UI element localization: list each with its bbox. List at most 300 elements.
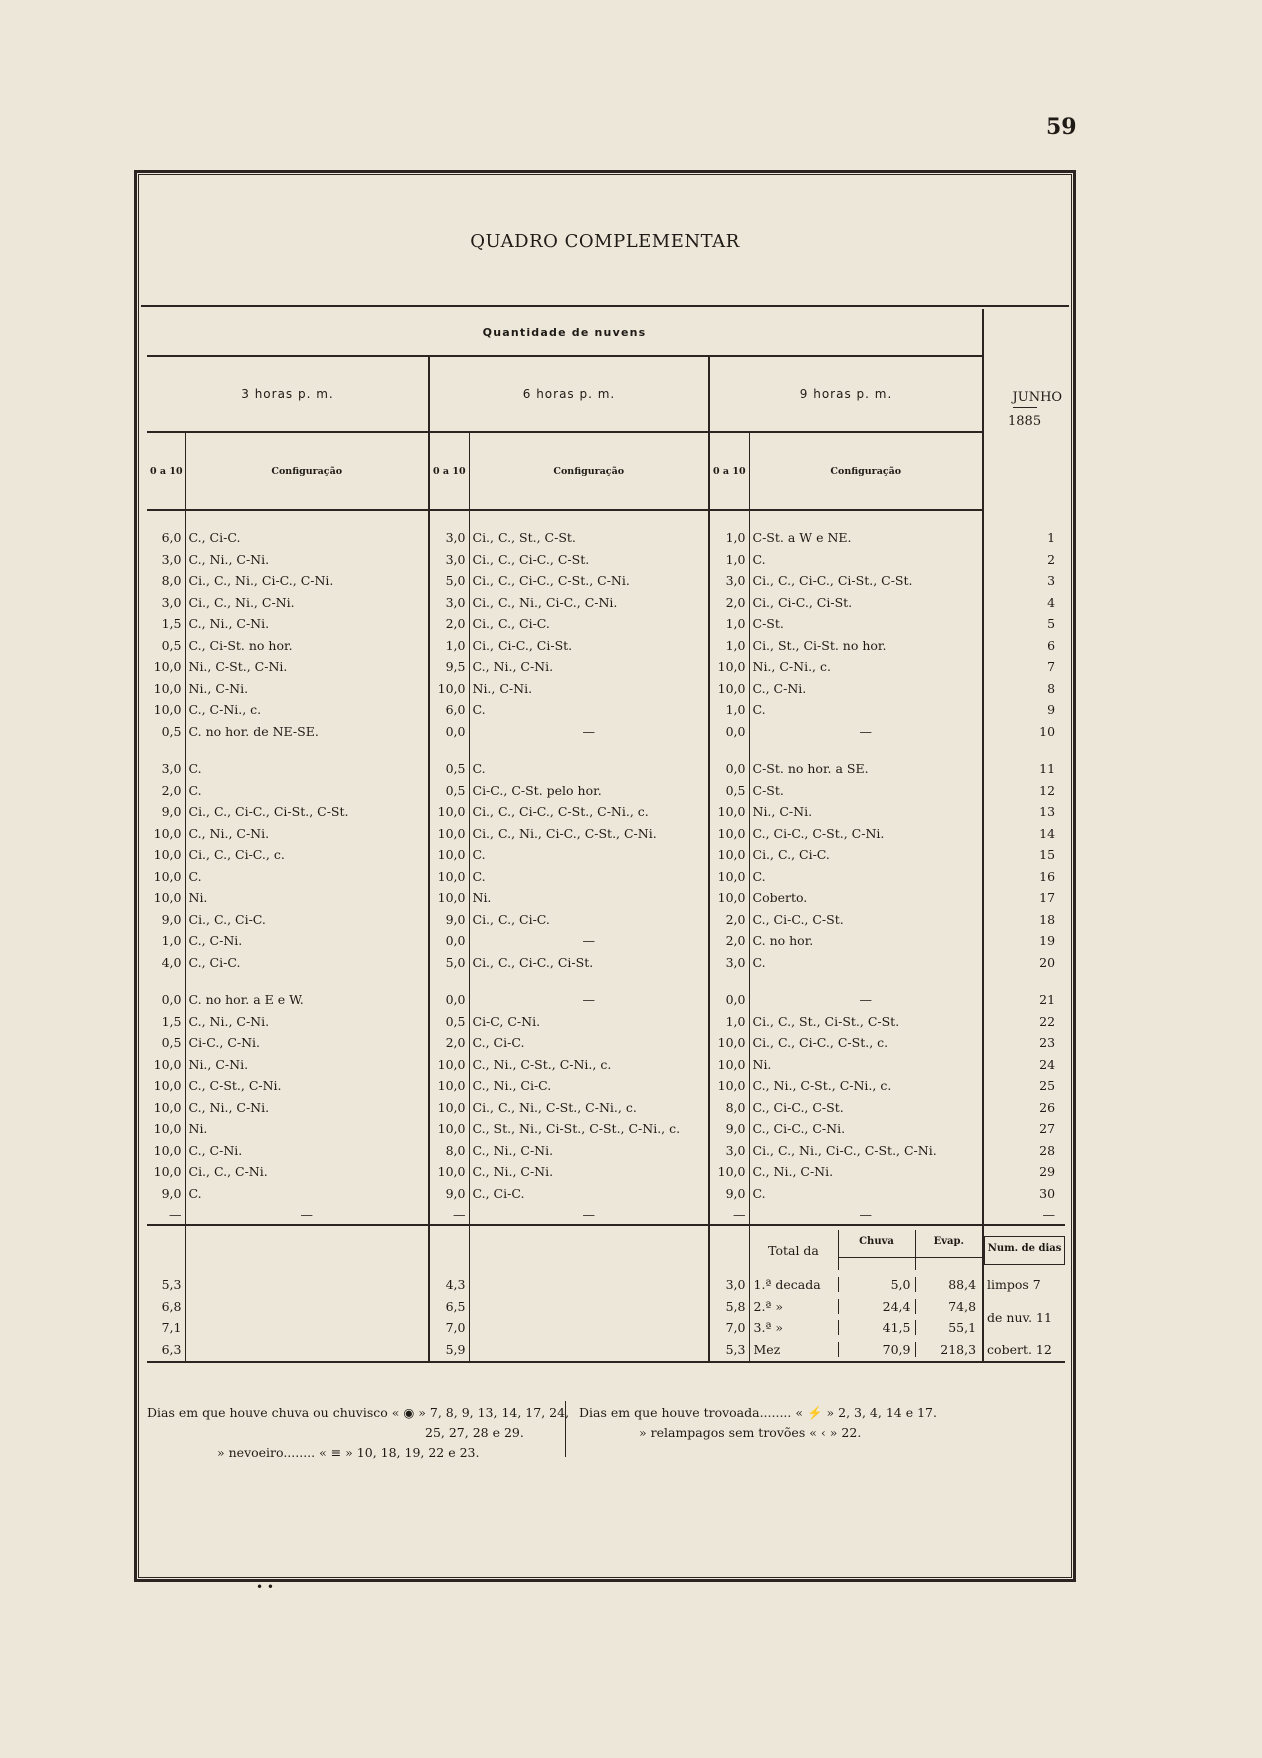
cloud-config-3pm: C., Ni., C-Ni.: [185, 613, 429, 635]
summary-row: [147, 1274, 1065, 1296]
evap-label: Evap.: [916, 1230, 983, 1270]
cloud-amount-9pm: 10,0: [709, 823, 749, 845]
cloud-table: [147, 309, 1065, 1363]
decade-totals: [749, 1274, 983, 1296]
cloud-config-3pm: Ni., C-Ni.: [185, 1054, 429, 1076]
table-row: [147, 758, 1065, 780]
day-number: 29: [983, 1161, 1065, 1183]
cloud-config-6pm: —: [469, 721, 709, 743]
rain-total: 41,5: [838, 1320, 916, 1335]
empty: [469, 1225, 709, 1274]
cloud-config-9pm: Ni., C-Ni.: [749, 801, 983, 823]
header-period-6: 6 horas p. m.: [429, 356, 709, 432]
empty: [469, 1296, 709, 1318]
table-row: [147, 866, 1065, 888]
cloud-amount-6pm: 10,0: [429, 844, 469, 866]
cloud-amount-6pm: 3,0: [429, 549, 469, 571]
cloud-config-3pm: C., Ci-C.: [185, 527, 429, 549]
table-row: [147, 1161, 1065, 1183]
cloud-config-6pm: Ci., Ci-C., Ci-St.: [469, 635, 709, 657]
cloud-amount-9pm: 9,0: [709, 1118, 749, 1140]
decade-totals: [749, 1317, 983, 1339]
cloud-amount-3pm: 10,0: [153, 825, 182, 841]
day-number: 10: [983, 721, 1065, 743]
day-number: 4: [983, 592, 1065, 614]
cloud-config-9pm: Ni., C-Ni., c.: [749, 656, 983, 678]
day-number: 3: [983, 570, 1065, 592]
cloud-config-9pm: —: [749, 989, 983, 1011]
cloud-config-9pm: C.: [749, 699, 983, 721]
cloud-amount-6pm: 10,0: [429, 1054, 469, 1076]
cloud-amount-3pm: 3,0: [161, 594, 182, 610]
header-period-3: 3 horas p. m.: [241, 387, 334, 401]
empty: [185, 1274, 429, 1296]
cloud-config-9pm: C., Ci-C., C-Ni.: [749, 1118, 983, 1140]
cloud-amount-3pm: 10,0: [153, 1099, 182, 1115]
dash-mark: —: [709, 1204, 749, 1225]
cloud-config-3pm: C., C-St., C-Ni.: [185, 1075, 429, 1097]
cloud-config-9pm: C.: [749, 952, 983, 974]
cloud-config-9pm: Ci., C., Ci-C., Ci-St., C-St.: [749, 570, 983, 592]
cloud-config-3pm: Ni., C-Ni.: [185, 678, 429, 700]
empty: [709, 1225, 749, 1274]
cloud-amount-9pm: 1,0: [709, 1011, 749, 1033]
mean-3pm: 5,3: [161, 1277, 182, 1293]
table-row: [147, 887, 1065, 909]
cloud-amount-9pm: 0,5: [709, 780, 749, 802]
cloud-config-3pm: Ci., C., Ni., C-Ni.: [185, 592, 429, 614]
cloud-config-3pm: Ci., C., Ni., Ci-C., C-Ni.: [185, 570, 429, 592]
cloud-config-3pm: Ni., C-St., C-Ni.: [185, 656, 429, 678]
cloud-amount-3pm: 1,5: [161, 1013, 182, 1029]
cloud-config-6pm: Ci-C, C-Ni.: [469, 1011, 709, 1033]
table-row: [147, 1183, 1065, 1205]
day-number: 15: [983, 844, 1065, 866]
cloud-config-6pm: Ci., C., Ci-C., C-St., C-Ni.: [469, 570, 709, 592]
cloud-config-9pm: C.: [749, 549, 983, 571]
cloud-config-9pm: Ci., Ci-C., Ci-St.: [749, 592, 983, 614]
header-scale: 0 a 10: [147, 432, 185, 510]
cloud-config-6pm: Ci., C., Ci-C., C-St.: [469, 549, 709, 571]
header-month: JUNHO 1885: [983, 309, 1065, 510]
table-row: [147, 989, 1065, 1011]
rain-days: Dias em que houve chuva ou chuvisco « ◉ » 7, 8, 9, 13, 14, 17, 24,: [147, 1405, 570, 1420]
cloud-amount-3pm: 10,0: [153, 890, 182, 906]
header-config: Configuração: [469, 432, 709, 510]
evap-total: 55,1: [948, 1320, 977, 1336]
dash-mark: —: [469, 1204, 709, 1225]
evap-total: 218,3: [940, 1342, 977, 1357]
cloud-amount-6pm: 10,0: [429, 1118, 469, 1140]
cloud-config-6pm: C.: [469, 758, 709, 780]
rain-total: 5,0: [838, 1277, 916, 1292]
table-row: [147, 930, 1065, 952]
cloud-config-9pm: C-St. a W e NE.: [749, 527, 983, 549]
header-config: Configuração: [749, 432, 983, 510]
cloud-config-9pm: C., Ni., C-St., C-Ni., c.: [749, 1075, 983, 1097]
cloud-amount-3pm: 6,0: [161, 530, 182, 546]
cloud-config-9pm: C. no hor.: [749, 930, 983, 952]
day-number: 7: [983, 656, 1065, 678]
cloud-amount-3pm: 10,0: [153, 847, 182, 863]
cloud-amount-3pm: 10,0: [153, 702, 182, 718]
cloud-amount-9pm: 10,0: [709, 678, 749, 700]
day-number: 11: [983, 758, 1065, 780]
cloud-amount-6pm: 10,0: [429, 866, 469, 888]
fog-days: » nevoeiro........ « ≡ » 10, 18, 19, 22 e 23.: [217, 1445, 480, 1460]
table-row: [147, 844, 1065, 866]
day-number: 27: [983, 1118, 1065, 1140]
cloud-amount-3pm: 3,0: [161, 551, 182, 567]
cloud-amount-6pm: 0,0: [429, 930, 469, 952]
day-number: 8: [983, 678, 1065, 700]
summary-header: [749, 1225, 983, 1274]
header-scale: 0 a 10: [709, 432, 749, 510]
cloud-config-3pm: Ni.: [185, 887, 429, 909]
empty: [185, 1339, 429, 1362]
cloud-config-3pm: Ci., C., C-Ni.: [185, 1161, 429, 1183]
evap-total: 88,4: [948, 1277, 977, 1293]
cloud-amount-3pm: 0,5: [161, 637, 182, 653]
table-row: [147, 909, 1065, 931]
cloud-amount-3pm: 10,0: [153, 1078, 182, 1094]
cloud-amount-9pm: 0,0: [709, 758, 749, 780]
cloud-amount-9pm: 2,0: [709, 930, 749, 952]
cloud-amount-6pm: 0,0: [429, 721, 469, 743]
cloud-amount-3pm: 9,0: [161, 1185, 182, 1201]
decade-label: Mez: [753, 1342, 781, 1357]
header-cloud-amount: Quantidade de nuvens: [147, 309, 983, 356]
decade-label: 1.ª decada: [753, 1277, 821, 1293]
table-row: [147, 656, 1065, 678]
mean-6pm: 4,3: [429, 1274, 469, 1296]
empty: [469, 1339, 709, 1362]
cloud-amount-6pm: 10,0: [429, 801, 469, 823]
empty: [185, 1225, 429, 1274]
cloud-config-9pm: Ci., C., St., Ci-St., C-St.: [749, 1011, 983, 1033]
cloud-config-6pm: C., St., Ni., Ci-St., C-St., C-Ni., c.: [469, 1118, 709, 1140]
cloud-config-6pm: C.: [469, 844, 709, 866]
cloud-config-3pm: C., C-Ni.: [185, 930, 429, 952]
table-row: [147, 1097, 1065, 1119]
cloud-amount-3pm: 0,5: [161, 1035, 182, 1051]
cloud-config-9pm: —: [749, 721, 983, 743]
cloud-config-6pm: Ci., C., St., C-St.: [469, 527, 709, 549]
summary-row: [147, 1296, 1065, 1318]
cloud-config-9pm: C.: [749, 1183, 983, 1205]
cloud-config-3pm: C. no hor. a E e W.: [185, 989, 429, 1011]
day-number: 20: [983, 952, 1065, 974]
day-number: 21: [983, 989, 1065, 1011]
cloud-amount-3pm: 3,0: [161, 761, 182, 777]
cloud-config-9pm: C., Ci-C., C-St.: [749, 1097, 983, 1119]
cloud-config-3pm: Ci., C., Ci-C., Ci-St., C-St.: [185, 801, 429, 823]
cloud-config-6pm: C., Ci-C.: [469, 1032, 709, 1054]
cloud-amount-9pm: 10,0: [709, 887, 749, 909]
cloud-amount-6pm: 2,0: [429, 613, 469, 635]
table-row: [147, 1011, 1065, 1033]
cloud-amount-9pm: 2,0: [709, 592, 749, 614]
cloud-config-9pm: Ci., C., Ci-C., C-St., c.: [749, 1032, 983, 1054]
cloud-config-6pm: Ni., C-Ni.: [469, 678, 709, 700]
rain-label: Chuva: [838, 1230, 916, 1270]
header-scale: 0 a 10: [429, 432, 469, 510]
cloud-amount-6pm: 1,0: [429, 635, 469, 657]
table-row: [147, 823, 1065, 845]
cloud-amount-6pm: 0,5: [429, 1011, 469, 1033]
cloud-config-9pm: Ci., C., Ci-C.: [749, 844, 983, 866]
mean-9pm: 3,0: [709, 1274, 749, 1296]
cloud-amount-6pm: 9,0: [429, 909, 469, 931]
cloud-amount-3pm: 10,0: [153, 1164, 182, 1180]
cloud-config-3pm: C.: [185, 1183, 429, 1205]
mean-3pm: 6,8: [161, 1298, 182, 1314]
cloud-amount-9pm: 2,0: [709, 909, 749, 931]
cloud-config-3pm: C., Ci-C.: [185, 952, 429, 974]
cloud-amount-9pm: 10,0: [709, 1075, 749, 1097]
cloud-amount-6pm: 5,0: [429, 952, 469, 974]
day-number: 14: [983, 823, 1065, 845]
cloud-config-6pm: Ci., C., Ni., Ci-C., C-Ni.: [469, 592, 709, 614]
cloud-config-6pm: Ci., C., Ci-C.: [469, 613, 709, 635]
cloud-amount-9pm: 0,0: [709, 989, 749, 1011]
cloud-amount-9pm: 3,0: [709, 1140, 749, 1162]
cloud-amount-6pm: 5,0: [429, 570, 469, 592]
cloud-config-3pm: C.: [185, 758, 429, 780]
table-row: [147, 678, 1065, 700]
cloud-config-3pm: C., Ni., C-Ni.: [185, 549, 429, 571]
cloud-config-6pm: Ni.: [469, 887, 709, 909]
rain-days-cont: 25, 27, 28 e 29.: [425, 1425, 524, 1440]
cloud-config-3pm: C., Ci-St. no hor.: [185, 635, 429, 657]
mean-6pm: 6,5: [429, 1296, 469, 1318]
day-number: 5: [983, 613, 1065, 635]
cloud-amount-9pm: 1,0: [709, 549, 749, 571]
table-row: [147, 1075, 1065, 1097]
days-count: cobert. 12: [983, 1339, 1065, 1362]
day-number: 22: [983, 1011, 1065, 1033]
cloud-config-9pm: C-St. no hor. a SE.: [749, 758, 983, 780]
thunder-days: Dias em que houve trovoada........ « ⚡ » 2, 3, 4, 14 e 17.: [579, 1405, 937, 1420]
cloud-config-6pm: —: [469, 989, 709, 1011]
cloud-config-3pm: C. no hor. de NE-SE.: [185, 721, 429, 743]
cloud-config-3pm: C., C-Ni.: [185, 1140, 429, 1162]
cloud-amount-3pm: 8,0: [161, 573, 182, 589]
day-number: 17: [983, 887, 1065, 909]
cloud-amount-6pm: 9,0: [429, 1183, 469, 1205]
empty: [147, 1225, 185, 1274]
cloud-amount-6pm: 10,0: [429, 1075, 469, 1097]
cloud-config-6pm: Ci., C., Ni., C-St., C-Ni., c.: [469, 1097, 709, 1119]
empty: [469, 1274, 709, 1296]
day-number: 9: [983, 699, 1065, 721]
cloud-config-9pm: C., Ci-C., C-St.: [749, 909, 983, 931]
cloud-amount-6pm: 0,0: [429, 989, 469, 1011]
header-period-9: 9 horas p. m.: [709, 356, 983, 432]
rain-total: 70,9: [838, 1342, 916, 1357]
cloud-config-3pm: C., Ni., C-Ni.: [185, 1011, 429, 1033]
cloud-config-9pm: C., Ni., C-Ni.: [749, 1161, 983, 1183]
dash-mark: —: [749, 1204, 983, 1225]
summary-row: [147, 1339, 1065, 1362]
day-number: 16: [983, 866, 1065, 888]
dash-mark: —: [147, 1204, 185, 1225]
cloud-config-3pm: C.: [185, 866, 429, 888]
cloud-config-6pm: Ci., C., Ci-C.: [469, 909, 709, 931]
table-row: [147, 592, 1065, 614]
cloud-amount-3pm: 9,0: [161, 804, 182, 820]
decade-label: 3.ª »: [753, 1320, 783, 1336]
decade-label: 2.ª »: [753, 1298, 783, 1314]
cloud-amount-9pm: 1,0: [709, 699, 749, 721]
cloud-amount-9pm: 8,0: [709, 1097, 749, 1119]
dash-mark: —: [983, 1204, 1065, 1225]
day-number: 6: [983, 635, 1065, 657]
cloud-config-6pm: Ci., C., Ci-C., Ci-St.: [469, 952, 709, 974]
cloud-amount-3pm: 0,5: [161, 723, 182, 739]
cloud-amount-6pm: 10,0: [429, 1161, 469, 1183]
days-header: [983, 1225, 1065, 1274]
cloud-amount-6pm: 6,0: [429, 699, 469, 721]
cloud-config-6pm: C.: [469, 866, 709, 888]
cloud-amount-3pm: 10,0: [153, 1142, 182, 1158]
cloud-config-3pm: C., Ni., C-Ni.: [185, 823, 429, 845]
empty: [469, 1317, 709, 1339]
day-number: 26: [983, 1097, 1065, 1119]
cloud-config-9pm: C., C-Ni.: [749, 678, 983, 700]
cloud-config-9pm: C.: [749, 866, 983, 888]
header-config: Configuração: [185, 432, 429, 510]
table-row: [147, 549, 1065, 571]
cloud-config-9pm: C-St.: [749, 613, 983, 635]
cloud-amount-3pm: 1,5: [161, 616, 182, 632]
cloud-config-3pm: C., C-Ni., c.: [185, 699, 429, 721]
cloud-config-3pm: C.: [185, 780, 429, 802]
table-row: [147, 1032, 1065, 1054]
table-row: [147, 1054, 1065, 1076]
cloud-amount-9pm: 9,0: [709, 1183, 749, 1205]
cloud-amount-3pm: 10,0: [153, 680, 182, 696]
cloud-amount-9pm: 10,0: [709, 1032, 749, 1054]
cloud-amount-6pm: 10,0: [429, 887, 469, 909]
cloud-amount-9pm: 1,0: [709, 613, 749, 635]
cloud-config-9pm: Ci., St., Ci-St. no hor.: [749, 635, 983, 657]
table-row: [147, 570, 1065, 592]
cloud-amount-6pm: 0,5: [429, 758, 469, 780]
days-count: limpos 7: [983, 1274, 1065, 1296]
mean-6pm: 7,0: [429, 1317, 469, 1339]
day-number: 30: [983, 1183, 1065, 1205]
day-number: 24: [983, 1054, 1065, 1076]
cloud-amount-6pm: 2,0: [429, 1032, 469, 1054]
cloud-config-9pm: Ci., C., Ni., Ci-C., C-St., C-Ni.: [749, 1140, 983, 1162]
day-number: 1: [983, 527, 1065, 549]
day-number: 13: [983, 801, 1065, 823]
cloud-amount-9pm: 10,0: [709, 844, 749, 866]
table-row: [147, 635, 1065, 657]
cloud-amount-9pm: 10,0: [709, 866, 749, 888]
page-title: QUADRO COMPLEMENTAR: [470, 231, 740, 252]
cloud-amount-9pm: 1,0: [709, 635, 749, 657]
cloud-amount-6pm: 10,0: [429, 823, 469, 845]
table-row: [147, 801, 1065, 823]
table-row: [147, 780, 1065, 802]
cloud-config-6pm: Ci., C., Ci-C., C-St., C-Ni., c.: [469, 801, 709, 823]
table-row: [147, 527, 1065, 549]
day-number: 2: [983, 549, 1065, 571]
cloud-amount-3pm: 9,0: [161, 911, 182, 927]
cloud-amount-3pm: 1,0: [161, 933, 182, 949]
cloud-config-6pm: C., Ni., C-Ni.: [469, 1161, 709, 1183]
table-row: [147, 952, 1065, 974]
cloud-config-9pm: C., Ci-C., C-St., C-Ni.: [749, 823, 983, 845]
table-row: [147, 1140, 1065, 1162]
table-row: [147, 613, 1065, 635]
cloud-amount-6pm: 3,0: [429, 592, 469, 614]
cloud-config-6pm: C., Ci-C.: [469, 1183, 709, 1205]
day-number: 18: [983, 909, 1065, 931]
empty: [185, 1317, 429, 1339]
cloud-amount-9pm: 3,0: [709, 952, 749, 974]
day-number: 25: [983, 1075, 1065, 1097]
mean-6pm: 5,9: [429, 1339, 469, 1362]
cloud-amount-6pm: 10,0: [429, 678, 469, 700]
cloud-config-3pm: C., Ni., C-Ni.: [185, 1097, 429, 1119]
decade-totals: [749, 1339, 983, 1362]
cloud-amount-3pm: 10,0: [153, 868, 182, 884]
empty: [429, 1225, 469, 1274]
lightning-days: » relampagos sem trovões « ‹ » 22.: [639, 1425, 862, 1440]
cloud-amount-3pm: 10,0: [153, 1121, 182, 1137]
cloud-config-9pm: Ni.: [749, 1054, 983, 1076]
mean-3pm: 7,1: [161, 1320, 182, 1336]
cloud-config-3pm: Ni.: [185, 1118, 429, 1140]
cloud-amount-3pm: 0,0: [161, 992, 182, 1008]
bottom-dots: • •: [256, 1580, 274, 1594]
day-number: 19: [983, 930, 1065, 952]
cloud-config-3pm: Ci., C., Ci-C., c.: [185, 844, 429, 866]
cloud-config-6pm: —: [469, 930, 709, 952]
mean-9pm: 5,3: [709, 1339, 749, 1362]
rain-total: 24,4: [838, 1299, 916, 1314]
table-row: [147, 721, 1065, 743]
cloud-amount-9pm: 0,0: [709, 721, 749, 743]
cloud-amount-3pm: 2,0: [161, 782, 182, 798]
mean-3pm: 6,3: [147, 1339, 185, 1362]
cloud-amount-9pm: 10,0: [709, 1054, 749, 1076]
summary-row: [147, 1317, 1065, 1339]
mean-9pm: 5,8: [709, 1296, 749, 1318]
cloud-amount-6pm: 9,5: [429, 656, 469, 678]
page-number: 59: [1046, 114, 1077, 140]
day-number: 28: [983, 1140, 1065, 1162]
cloud-config-3pm: Ci-C., C-Ni.: [185, 1032, 429, 1054]
cloud-amount-3pm: 4,0: [161, 954, 182, 970]
dash-mark: —: [185, 1204, 429, 1225]
cloud-amount-6pm: 10,0: [429, 1097, 469, 1119]
cloud-amount-9pm: 1,0: [709, 527, 749, 549]
mean-9pm: 7,0: [709, 1317, 749, 1339]
cloud-config-9pm: C-St.: [749, 780, 983, 802]
day-number: 23: [983, 1032, 1065, 1054]
cloud-config-6pm: Ci-C., C-St. pelo hor.: [469, 780, 709, 802]
dash-mark: —: [429, 1204, 469, 1225]
cloud-config-6pm: C.: [469, 699, 709, 721]
cloud-amount-3pm: 10,0: [153, 659, 182, 675]
cloud-amount-9pm: 10,0: [709, 1161, 749, 1183]
days-count: de nuv. 11: [983, 1296, 1065, 1339]
total-label: Total da: [768, 1242, 819, 1258]
